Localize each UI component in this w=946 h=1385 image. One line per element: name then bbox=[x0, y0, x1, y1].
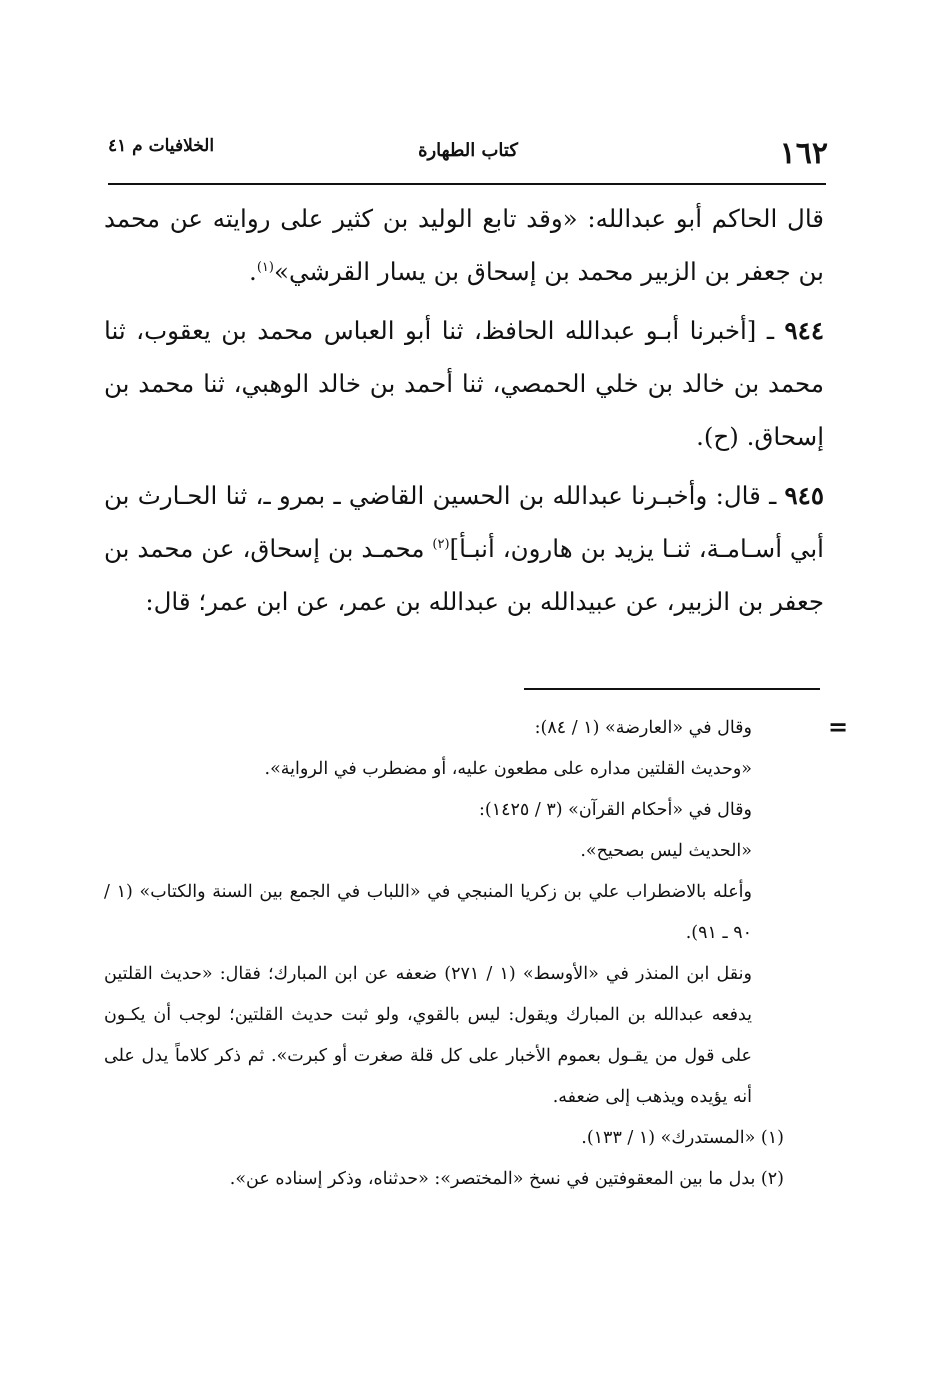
hadith-number: ٩٤٤ bbox=[784, 316, 824, 345]
footnote-line: «وحديث القلتين مداره على مطعون عليه، أو مضطرب في الرواية». bbox=[264, 759, 752, 779]
hadith-number: ٩٤٥ bbox=[784, 481, 824, 510]
paragraph-text: قال الحاكم أبو عبدالله: «وقد تابع الوليد بن كثير على روايته عن محمد بن جعفر بن الزبير محمد بن إسحاق بن يسار القرشي» bbox=[104, 204, 824, 286]
footnote-line: وأعله بالاضطراب علي بن زكريا المنبجي في «اللباب في الجمع بين السنة والكتاب» (١ / ٩٠ ـ ٩١). bbox=[104, 882, 752, 943]
footnotes bbox=[104, 708, 820, 1200]
book-title: كتاب الطهارة bbox=[418, 140, 518, 161]
signature-mark: الخلافيات م ٤١ bbox=[108, 136, 215, 156]
footnote-line: وقال في «العارضة» (١ / ٨٤): bbox=[534, 718, 752, 738]
paragraph-text: ـ قال: وأخبـرنا عبدالله بن الحسين القاضي ـ بمرو ـ، ثنا الحـارث بن أبي أسـامـة، ثنـا يزيد بن هارون، أنبـأ] bbox=[104, 481, 824, 563]
footnote-divider bbox=[524, 688, 820, 690]
main-text bbox=[104, 192, 824, 634]
hadith-945 bbox=[104, 469, 824, 628]
paragraph-text: محمـد بن إسحاق، عن محمد بن جعفر بن الزبير، عن عبيدالله بن عبدالله بن عمر، عن ابن عمر؛ قال: bbox=[104, 534, 824, 616]
footnote-ref: (١) bbox=[256, 259, 274, 275]
paragraph-end: . bbox=[249, 257, 257, 286]
footnote-1: (١) «المستدرك» (١ / ١٣٣). bbox=[581, 1128, 784, 1148]
page-number: ١٦٢ bbox=[779, 136, 828, 171]
paragraph-hakim bbox=[104, 192, 824, 298]
footnote-ref: (٢) bbox=[432, 536, 450, 552]
hadith-944 bbox=[104, 304, 824, 463]
paragraph-text: ـ [أخبرنا أبـو عبدالله الحافظ، ثنا أبو العباس محمد بن يعقوب، ثنا محمد بن خالد بن خلي الحمصي، ثنا أحمد بن خالد الوهبي، ثنا محمد بن إسحاق. (ح). bbox=[104, 316, 824, 451]
header-divider bbox=[108, 183, 826, 185]
footnote-2: (٢) بدل ما بين المعقوفتين في نسخ «المختصر»: «حدثناه، وذكر إسناده عن». bbox=[229, 1169, 784, 1189]
footnote-line: «الحديث ليس بصحيح». bbox=[580, 841, 752, 861]
page-header bbox=[108, 132, 828, 176]
footnote-line: وقال في «أحكام القرآن» (٣ / ١٤٢٥): bbox=[478, 800, 752, 820]
continuation-mark: = bbox=[828, 712, 849, 741]
footnote-line: ونقل ابن المنذر في «الأوسط» (١ / ٢٧١) ضعفه عن ابن المبارك؛ فقال: «حديث القلتين يدفعه عبدالله بن المبارك ويقول: ليس بالقوي، ولو ثبت حديث القلتين؛ لوجب أن يكـون على قول من يقـول بعموم الأخبار على كل قلة صغرت أو كبرت». ثم ذكر كلاماً يدل على أنه يؤيده ويذهب إلى ضعفه. bbox=[104, 964, 752, 1107]
